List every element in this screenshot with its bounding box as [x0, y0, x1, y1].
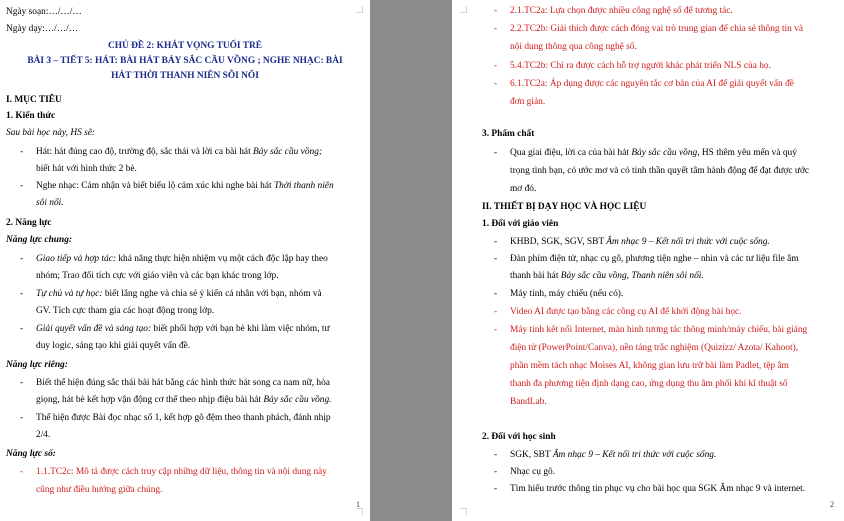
intro-text: Sau bài học này, HS sẽ:	[6, 128, 96, 138]
list-item	[36, 289, 322, 300]
list-item	[36, 147, 322, 158]
list-text: biết lắng nghe và chia sẻ ý kiến cá nhân với bạn, nhóm và	[102, 289, 322, 299]
song-title: Thời thanh niên	[273, 181, 334, 191]
list-item	[36, 254, 328, 265]
document-page-2	[452, 0, 844, 521]
list-bullet: -	[20, 181, 24, 191]
list-item-continued	[510, 271, 704, 282]
list-item-continued: sôi nổi.	[36, 198, 64, 208]
list-bullet: -	[20, 413, 24, 423]
list-item	[510, 237, 770, 248]
list-bullet: -	[494, 484, 498, 494]
group-heading: Năng lực số:	[6, 449, 56, 459]
list-item-continued: BandLab.	[510, 397, 547, 407]
list-bullet: -	[494, 254, 498, 264]
list-item: Đàn phím điện tử, nhạc cụ gõ, phương tiện nghe – nhìn và các tư liệu file âm	[510, 254, 799, 264]
list-bullet: -	[494, 289, 498, 299]
group-heading: Năng lực riêng:	[6, 360, 68, 370]
list-bullet: -	[20, 254, 24, 264]
list-text: Nghe nhạc: Cảm nhận và biết biểu lộ cảm xúc khi nghe bài hát	[36, 181, 274, 191]
subsection-heading: 2. Đối với học sinh	[482, 432, 556, 442]
list-item: Biết thể hiện đúng sắc thái bài hát bằng các hình thức hát song ca nam nữ, hòa	[36, 378, 330, 388]
song-title: Bảy sắc cầu vồng, Thanh niên sôi nổi.	[560, 271, 704, 281]
section-heading: I. MỤC TIÊU	[6, 95, 62, 105]
page-number: 1	[356, 500, 360, 509]
list-label: Giải quyết vấn đề và sáng tạo:	[36, 324, 152, 334]
list-bullet: -	[20, 147, 24, 157]
list-text: Qua giai điệu, lời ca của bài hát	[510, 148, 632, 158]
list-item-digital: 2.1.TC2a: Lựa chọn được nhiều công nghệ số để tương tác.	[510, 6, 733, 16]
list-item-continued: biết hát với hình thức 2 bè.	[36, 164, 137, 174]
document-page-1	[0, 0, 370, 521]
list-item-digital: Máy tính kết nối Internet, màn hình tương tác thông minh/máy chiếu, bài giảng	[510, 325, 808, 335]
list-item-continued: duy logic, sáng tạo khi giải quyết vấn đề.	[36, 341, 191, 351]
list-bullet: -	[494, 61, 498, 71]
list-item-continued: cũng như điều hướng giữa chúng.	[36, 485, 163, 495]
list-text: khả năng thực hiện nhiệm vụ một cách độc lập hay theo	[116, 254, 328, 264]
list-bullet: -	[494, 79, 498, 89]
subsection-heading: 2. Năng lực	[6, 218, 52, 228]
list-text: KHBD, SGK, SGV, SBT	[510, 237, 607, 247]
list-item: Thể hiện được Bài đọc nhạc số 1, kết hợp gõ đệm theo thanh phách, đánh nhịp	[36, 413, 331, 423]
list-item-continued: điện tử (PowerPoint/Canva), nền tảng trắc nghiệm (Quizizz/ Azota/ Kahoot),	[510, 343, 799, 353]
list-bullet: -	[494, 148, 498, 158]
list-item-continued: nhóm; Trao đổi tích cực với giáo viên và các bạn khác trong lớp.	[36, 271, 279, 281]
book-title: Âm nhạc 9 – Kết nối tri thức với cuộc sống.	[606, 237, 770, 247]
corner-mark-icon	[356, 508, 363, 515]
list-item-continued: nội dung thông qua công nghệ số.	[510, 42, 637, 52]
list-bullet: -	[20, 467, 24, 477]
list-item-digital: 6.1.TC2a: Áp dụng được các nguyên tắc cơ bản của AI để giải quyết vấn đề	[510, 79, 794, 89]
page-number: 2	[830, 500, 834, 509]
list-bullet: -	[494, 467, 498, 477]
list-item-continued: 2/4.	[36, 430, 51, 440]
book-title: Âm nhạc 9 – Kết nối tri thức với cuộc sống.	[552, 450, 717, 460]
list-item-continued: trọng tình bạn, có ước mơ và có tinh thần quyết tâm hành động để đạt được ước	[510, 166, 810, 176]
subsection-heading: 1. Kiến thức	[6, 111, 56, 121]
list-item-continued: GV. Tích cực tham gia các hoạt động trong lớp.	[36, 306, 215, 316]
list-bullet: -	[494, 6, 498, 16]
list-label: Giao tiếp và hợp tác:	[36, 254, 116, 264]
list-item-digital: 5.4.TC2b: Chỉ ra được cách hỗ trợ người khác phát triển NLS của họ.	[510, 61, 771, 71]
list-item-continued: mơ đó.	[510, 184, 537, 194]
list-text: Hát: hát đúng cao độ, trường độ, sắc thái và lời ca bài hát	[36, 147, 254, 157]
theme-title: CHỦ ĐỀ 2: KHÁT VỌNG TUỔI TRẺ	[107, 41, 263, 51]
list-bullet: -	[20, 289, 24, 299]
list-item-digital: 2.2.TC2b: Giải thích được cách đóng vai trò trung gian để chia sẻ thông tin và	[510, 24, 804, 34]
song-title: Bảy sắc cầu vồng	[631, 148, 698, 158]
list-bullet: -	[20, 378, 24, 388]
list-bullet: -	[494, 24, 498, 34]
subsection-heading: 1. Đối với giáo viên	[482, 219, 559, 229]
list-item-continued: đơn giản.	[510, 97, 546, 107]
list-item: Máy tính, máy chiếu (nếu có).	[510, 289, 624, 299]
list-item-continued	[36, 395, 332, 406]
lesson-title-line-1: BÀI 3 – TIẾT 5: HÁT: BÀI HÁT BẢY SẮC CẦU VỒNG ; NGHE NHẠC: BÀI	[27, 56, 343, 66]
list-text: giọng, hát bè kết hợp vận động cơ thể theo nhịp điệu bài hát	[36, 395, 264, 405]
corner-mark-icon	[460, 508, 467, 515]
list-item	[36, 324, 330, 335]
list-bullet: -	[494, 237, 498, 247]
date-prepared: Ngày soạn:…/…/…	[6, 7, 82, 17]
list-text: biết phối hợp với bạn bè khi làm việc nhóm, tư	[151, 324, 330, 334]
lesson-title-line-2: HÁT THỜI THANH NIÊN SÔI NỔI	[111, 71, 259, 81]
list-item-continued: thanh đa phương tiện định dạng cao, ứng dụng thu âm phối khí kĩ thuật số	[510, 379, 788, 389]
list-item	[36, 181, 334, 192]
list-item-digital: Video AI được tạo bằng các công cụ AI để khởi động bài học.	[510, 307, 742, 317]
song-title: Bảy sắc cầu vồng;	[253, 147, 323, 157]
corner-mark-icon	[460, 6, 467, 13]
section-heading: II. THIẾT BỊ DẠY HỌC VÀ HỌC LIỆU	[482, 202, 647, 212]
list-bullet: -	[494, 325, 498, 335]
list-bullet: -	[494, 307, 498, 317]
list-item: Tìm hiểu trước thông tin phục vụ cho bài học qua SGK Âm nhạc 9 và internet.	[510, 484, 806, 494]
list-item	[510, 450, 716, 461]
list-text: , HS thêm yêu mến và quý	[697, 148, 797, 158]
list-text: SGK, SBT	[510, 450, 553, 460]
list-bullet: -	[20, 324, 24, 334]
subsection-heading: 3. Phẩm chất	[482, 129, 535, 139]
list-text: thanh bài hát	[510, 271, 561, 281]
list-item-digital: 1.1.TC2c: Mô tả được cách truy cập những dữ liệu, thông tin và nội dung này	[36, 467, 327, 477]
list-item	[510, 148, 797, 159]
list-label: Tự chủ và tự học:	[36, 289, 103, 299]
song-title: Bảy sắc cầu vồng.	[263, 395, 332, 405]
list-item-continued: phần mềm tách nhạc Moises AI, không gian lưu trữ bài làm Padlet, tệp âm	[510, 361, 789, 371]
group-heading: Năng lực chung:	[6, 235, 73, 245]
date-taught: Ngày dạy:…/…/…	[6, 24, 79, 34]
list-bullet: -	[494, 450, 498, 460]
list-item: Nhạc cụ gõ.	[510, 467, 556, 477]
corner-mark-icon	[356, 6, 363, 13]
